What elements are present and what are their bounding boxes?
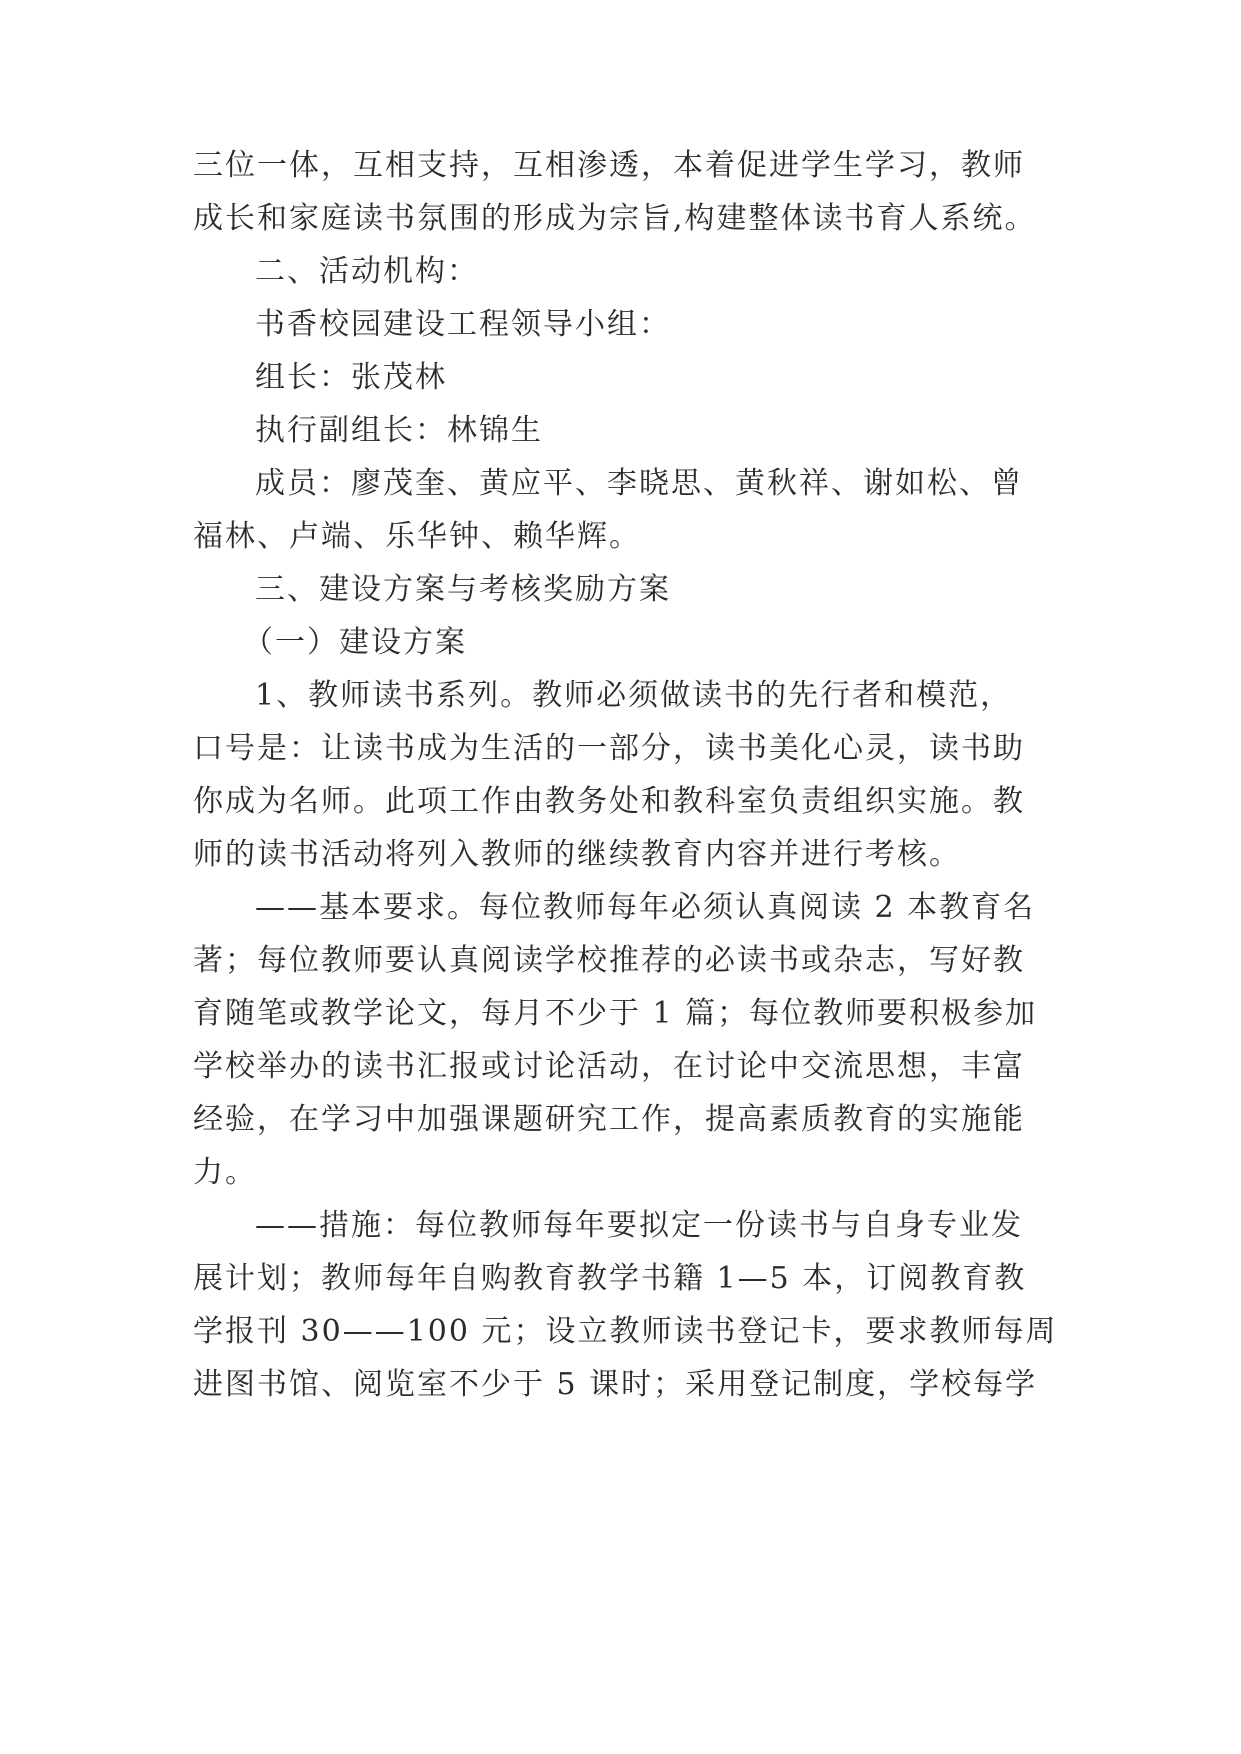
text-line: 执行副组长：林锦生 — [255, 413, 543, 448]
text-line: 师的读书活动将列入教师的继续教育内容并进行考核。 — [193, 837, 961, 872]
text-line: 你成为名师。此项工作由教务处和教科室负责组织实施。教 — [193, 784, 1025, 819]
text-line: ——措施：每位教师每年要拟定一份读书与自身专业发 — [255, 1208, 1023, 1243]
text-line: 1、教师读书系列。教师必须做读书的先行者和模范， — [255, 678, 1013, 713]
text-line: 学报刊 30——100 元；设立教师读书登记卡，要求教师每周 — [193, 1314, 1058, 1349]
text-line: 成员：廖茂奎、黄应平、李晓思、黄秋祥、谢如松、曾 — [255, 466, 1023, 501]
text-line: 三位一体，互相支持，互相渗透，本着促进学生学习，教师 — [193, 148, 1025, 183]
text-line: 力。 — [193, 1155, 257, 1190]
text-line: 书香校园建设工程领导小组： — [255, 307, 671, 342]
text-line: ——基本要求。每位教师每年必须认真阅读 2 本教育名 — [255, 890, 1036, 925]
text-line: 经验，在学习中加强课题研究工作，提高素质教育的实施能 — [193, 1102, 1025, 1137]
text-line: 学校举办的读书汇报或讨论活动，在讨论中交流思想，丰富 — [193, 1049, 1025, 1084]
text-line: 育随笔或教学论文，每月不少于 1 篇；每位教师要积极参加 — [193, 996, 1038, 1031]
text-line: 成长和家庭读书氛围的形成为宗旨,构建整体读书育人系统。 — [193, 201, 1037, 236]
text-line: 展计划；教师每年自购教育教学书籍 1—5 本，订阅教育教 — [193, 1261, 1027, 1296]
text-line: 进图书馆、阅览室不少于 5 课时；采用登记制度，学校每学 — [193, 1367, 1038, 1402]
text-line: 福林、卢端、乐华钟、赖华辉。 — [193, 519, 641, 554]
text-line: 著；每位教师要认真阅读学校推荐的必读书或杂志，写好教 — [193, 943, 1025, 978]
section-heading: 二、活动机构： — [255, 254, 479, 289]
text-line: 口号是：让读书成为生活的一部分，读书美化心灵，读书助 — [193, 731, 1025, 766]
section-heading: 三、建设方案与考核奖励方案 — [255, 572, 671, 607]
text-line: 组长：张茂林 — [255, 360, 447, 395]
subsection-heading: （一）建设方案 — [243, 625, 467, 660]
